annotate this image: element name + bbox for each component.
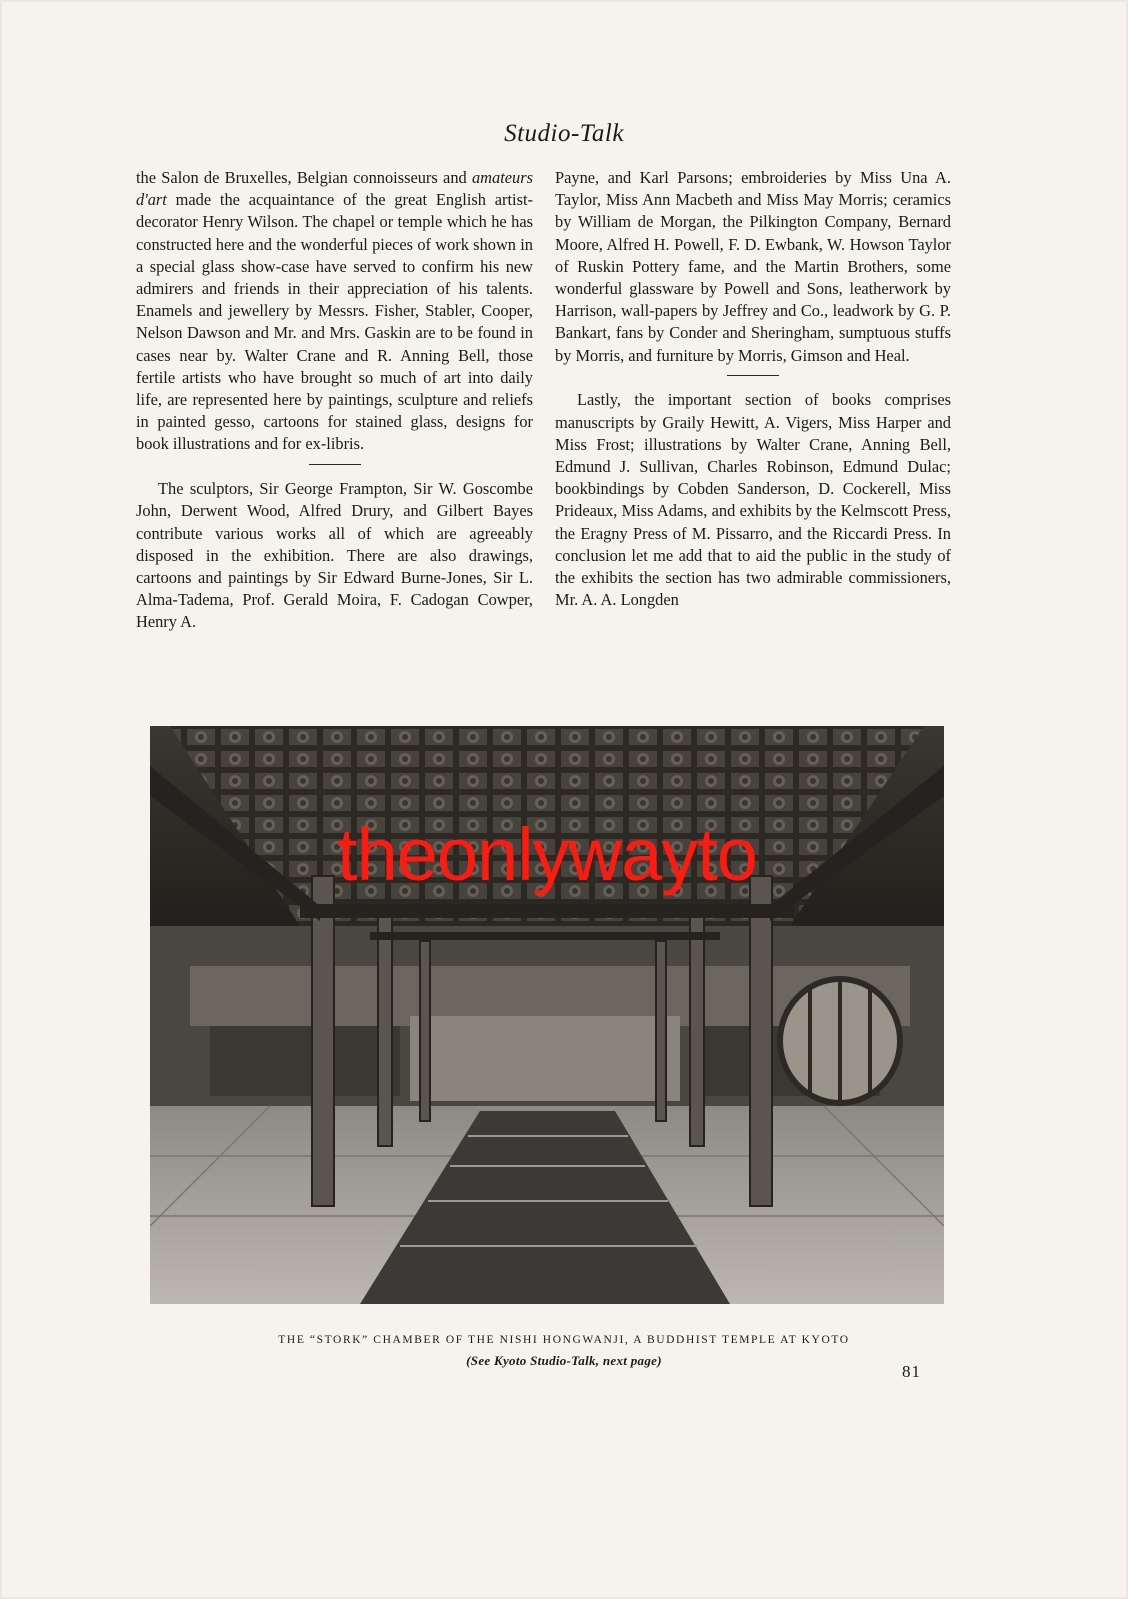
left-paragraph-1 xyxy=(136,167,533,456)
running-title: Studio-Talk xyxy=(504,120,624,147)
page-number: 81 xyxy=(902,1362,921,1381)
figure-caption: THE “STORK” CHAMBER OF THE NISHI HONGWANJI, A BUDDHIST TEMPLE AT KYOTO xyxy=(278,1334,850,1346)
right-text-column xyxy=(555,167,951,611)
section-divider xyxy=(727,375,779,377)
italic-phrase: amateurs d'art xyxy=(136,168,533,210)
watermark-text: theonlywayto xyxy=(337,813,757,896)
right-paragraph-1: Payne, and Karl Parsons; embroideries by Miss Una A. Taylor, Miss Ann Macbeth and Miss May Morris; ceramics by William de Morgan, the Pilkington Company, Bernard Moore, Alfred H. Powell, F. D. Ewbank, W. Howson Taylor of Ruskin Pottery fame, and the Martin Brothers, some wonderful glassware by Powell and Sons, leatherwork by Harrison, wall-papers by Jeffrey and Co., leadwork by G. P. Bankart, fans by Conder and Sheringham, sumptuous stuffs by Morris, and furniture by Morris, Gimson and Heal. xyxy=(555,168,951,365)
left-text-column xyxy=(136,167,533,634)
left-paragraph-2: The sculptors, Sir George Frampton, Sir W. Goscombe John, Derwent Wood, Alfred Drury, and Gilbert Bayes contribute various works all of which are agreeably disposed in the exhibition. There are also drawings, cartoons and paintings by Sir Edward Burne-Jones, Sir L. Alma-Tadema, Prof. Gerald Moira, F. Cadogan Cowper, Henry A. xyxy=(136,479,533,632)
left-paragraph-1-start: the Salon de Bruxelles, Belgian connoisseurs and xyxy=(136,168,472,187)
left-paragraph-1-rest: made the acquaintance of the great English artist-decorator Henry Wilson. The chapel or temple which he has constructed here and the wonderful pieces of work shown in a special glass show-case have served to confirm his new admirers and friends in their appreciation of his talents. Enamels and jewellery by Messrs. Fisher, Stabler, Cooper, Nelson Dawson and Mr. and Mrs. Gaskin are to be found in cases near by. Walter Crane and R. Anning Bell, those fertile artists who have brought so much of art into daily life, are represented here by paintings, sculpture and reliefs in painted gesso, cartoons for stained glass, designs for book illustrations and for ex-libris. xyxy=(136,190,533,454)
section-divider xyxy=(309,464,361,466)
figure-caption-note: (See Kyoto Studio-Talk, next page) xyxy=(466,1353,662,1368)
temple-photograph xyxy=(150,726,944,1304)
right-paragraph-2: Lastly, the important section of books comprises manuscripts by Graily Hewitt, A. Vigers, Miss Harper and Miss Frost; illustrations by Walter Crane, Anning Bell, Edmund J. Sullivan, Charles Robinson, Edmund Dulac; bookbindings by Cobden Sanderson, D. Cockerell, Miss Prideaux, Miss Adams, and exhibits by the Kelmscott Press, the Eragny Press of M. Pissarro, and the Riccardi Press. In conclusion let me add that to aid the public in the study of the exhibits the section has two admirable commissioners, Mr. A. A. Longden xyxy=(555,390,951,610)
